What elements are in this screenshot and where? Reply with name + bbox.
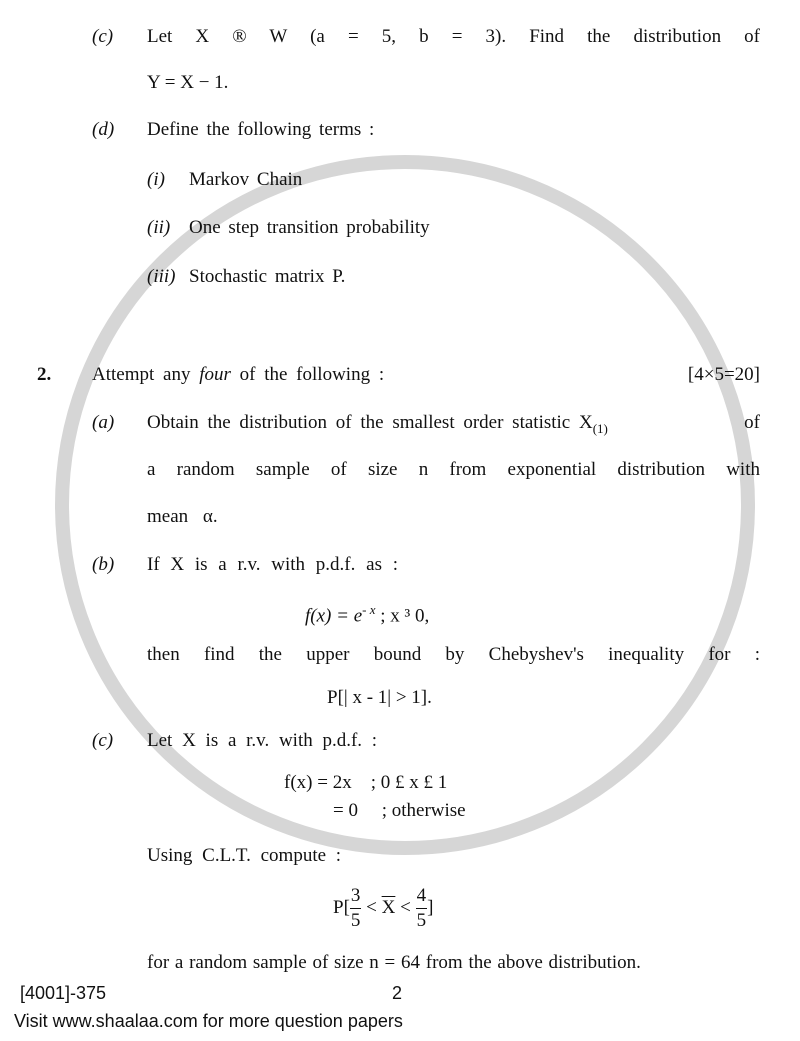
q2c-line3: for a random sample of size n = 64 from the above distribution. xyxy=(147,952,641,973)
q2b-exponent: - x xyxy=(362,602,376,617)
fraction-3-5 xyxy=(350,884,362,933)
q2c-line2: Using C.L.T. compute : xyxy=(147,845,342,866)
q1d-i-text: Markov Chain xyxy=(189,169,303,190)
q1d-text: Define the following terms : xyxy=(147,119,375,140)
prob-close: ] xyxy=(427,897,434,918)
q1c-label: (c) xyxy=(92,26,114,47)
frac2-num: 4 xyxy=(416,884,428,909)
q2c-clt-expression xyxy=(333,884,433,933)
q2a-subscript: (1) xyxy=(592,420,608,436)
q2a-line1 xyxy=(147,412,760,440)
q2c-pdf1: f(x) = 2x ; 0 £ x £ 1 xyxy=(284,772,448,793)
frac1-num: 3 xyxy=(350,884,362,909)
x-bar: $\overline{X}$ xyxy=(381,897,396,918)
q1c-line2: Y = X − 1. xyxy=(147,72,229,93)
q2-intro-em: four xyxy=(199,364,231,385)
q2-intro-pre: Attempt any xyxy=(92,364,191,385)
q1d-iii-label: (iii) xyxy=(147,266,176,287)
q2a-line1-text: Obtain the distribution of the smallest order statistic X xyxy=(147,412,593,433)
frac2-den: 5 xyxy=(416,910,427,932)
prob-open: P[ xyxy=(333,897,350,918)
q2a-line1-end: of xyxy=(744,412,760,433)
fraction-4-5 xyxy=(416,884,428,933)
q1c-line1: Let X ® W (a = 5, b = 3). Find the distribution of xyxy=(147,26,760,47)
footer-page: 2 xyxy=(392,983,403,1003)
q2b-formula-base: f(x) = e xyxy=(305,605,363,627)
footer-code: [4001]-375 xyxy=(20,983,107,1003)
q2a-line3: mean α. xyxy=(147,506,218,527)
q2-intro-post: of the following : xyxy=(239,364,385,385)
q2-number: 2. xyxy=(37,364,52,385)
q2b-formula-rest: ; x ³ 0, xyxy=(375,605,430,627)
q2-intro xyxy=(92,364,384,386)
q2b-line2: then find the upper bound by Chebyshev's inequality for : xyxy=(147,644,760,665)
q2c-line1: Let X is a r.v. with p.d.f. : xyxy=(147,730,378,751)
q2a-label: (a) xyxy=(92,412,115,433)
q1d-iii-text: Stochastic matrix P. xyxy=(189,266,346,287)
q2c-label: (c) xyxy=(92,730,114,751)
q2-marks: [4×5=20] xyxy=(687,364,760,385)
q1d-ii-label: (ii) xyxy=(147,217,171,238)
q1d-i-label: (i) xyxy=(147,169,165,190)
q2b-formula xyxy=(305,599,429,627)
frac1-den: 5 xyxy=(350,910,361,932)
q2b-label: (b) xyxy=(92,554,115,575)
q2b-prob: P[| x - 1| > 1]. xyxy=(327,687,432,708)
lt-1: < xyxy=(361,897,382,918)
q2a-line2: a random sample of size n from exponential distribution with xyxy=(147,459,760,480)
lt-2: < xyxy=(395,897,416,918)
q1d-label: (d) xyxy=(92,119,115,140)
q2b-line1: If X is a r.v. with p.d.f. as : xyxy=(147,554,398,575)
q2c-pdf2: = 0 ; otherwise xyxy=(333,800,466,821)
q1d-ii-text: One step transition probability xyxy=(189,217,430,238)
footer-visit-link[interactable]: Visit www.shaalaa.com for more question papers xyxy=(14,1011,403,1031)
